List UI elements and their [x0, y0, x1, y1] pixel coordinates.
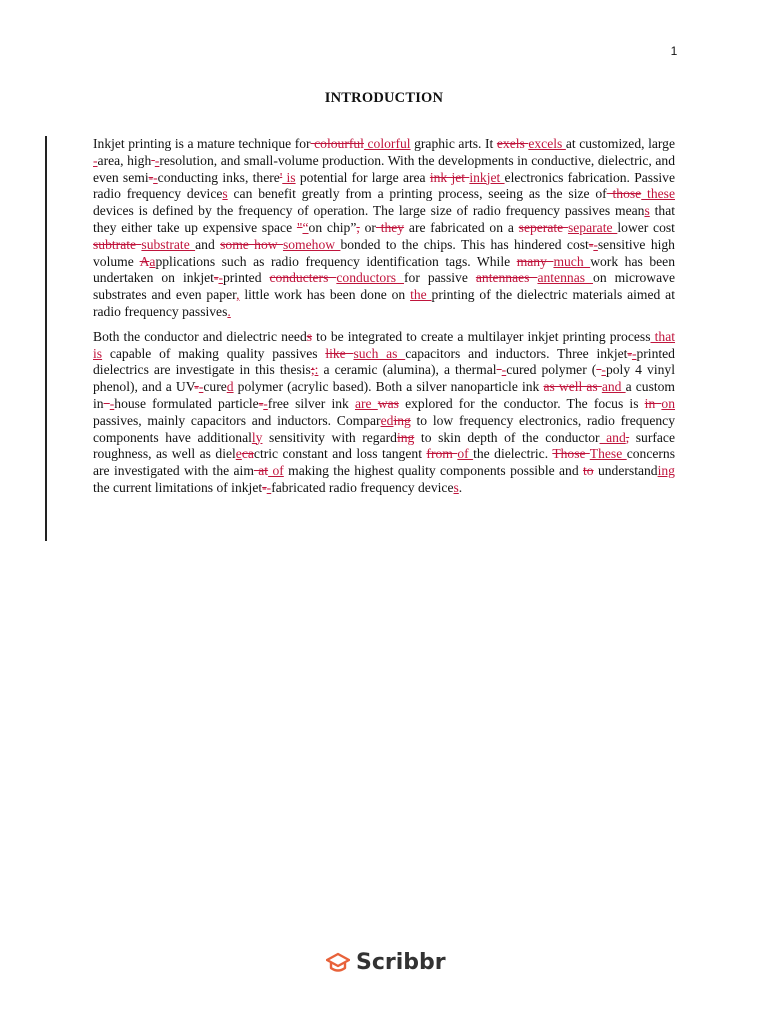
inserted-text: .: [227, 303, 231, 319]
text-run: cured polymer (: [506, 362, 597, 378]
text-run: printed: [222, 270, 270, 286]
text-run: devices is defined by the frequency of operation. The large size of radio frequency passives mean: [93, 203, 645, 219]
text-run: polymer (acrylic based). Both a silver nanoparticle ink: [233, 379, 544, 395]
inserted-text: substrate: [141, 236, 196, 252]
deleted-text: like: [325, 345, 354, 361]
text-run: potential for large area: [295, 169, 430, 185]
deleted-text: in: [644, 395, 662, 411]
paragraph: [93, 136, 675, 321]
text-run: for passive: [404, 270, 476, 286]
text-run: fabricated radio frequency device: [271, 479, 454, 495]
text-run: a custom in: [93, 379, 676, 411]
text-run: little work has been done on: [239, 287, 411, 303]
deleted-text: ,: [625, 429, 630, 445]
deleted-text: at: [253, 463, 269, 479]
inserted-text: -: [601, 362, 606, 378]
text-run: on microwave substrates and even paper: [93, 270, 675, 303]
inserted-text: -: [266, 479, 272, 495]
text-run: understand: [593, 463, 658, 479]
text-run: Both the conductor and dielectric need: [93, 328, 307, 344]
logo-text: Scribbr: [356, 950, 446, 975]
inserted-text: conductors: [336, 270, 404, 286]
deleted-text: to: [583, 463, 594, 479]
deleted-text: as well as: [543, 379, 602, 395]
scribbr-logo: [326, 950, 446, 975]
text-run: that they either take up expensive space: [93, 203, 675, 235]
page-title: INTRODUCTION: [324, 90, 444, 106]
text-run: on chip”: [308, 219, 357, 235]
text-run: surface roughness, as well as diel: [93, 429, 675, 462]
inserted-text: -: [93, 152, 98, 168]
text-run: electronics fabrication. Passive radio frequency device: [93, 169, 675, 202]
inserted-text: inkjet: [469, 169, 505, 185]
text-run: pplications such as radio frequency identification tags. While: [155, 253, 517, 269]
inserted-text: -: [593, 236, 598, 252]
text-run: house formulated particle: [114, 395, 259, 411]
inserted-text: -: [263, 395, 268, 411]
deleted-text: s: [306, 328, 313, 344]
inserted-text: ing: [657, 463, 675, 479]
text-run: or: [359, 219, 376, 235]
text-run: the current limitations of inkjet: [93, 479, 263, 495]
inserted-text: is: [282, 169, 296, 185]
inserted-text: of: [268, 463, 284, 479]
deleted-text: ing: [396, 429, 415, 445]
deleted-text: -: [213, 270, 219, 286]
inserted-text: s: [453, 479, 459, 495]
text-run: capable of making quality passives: [102, 345, 326, 361]
text-run: .: [458, 479, 463, 495]
deleted-text: antennaes: [475, 270, 538, 286]
deleted-text: colourful: [310, 136, 364, 151]
text-run: can benefit greatly from a printing process, seeing as the size of: [227, 186, 607, 202]
deleted-text: ca: [241, 446, 254, 462]
inserted-text: -: [198, 379, 204, 395]
text-run: to be integrated to create a multilayer inkjet printing process: [312, 328, 651, 344]
deleted-text: ": [296, 219, 303, 235]
change-bar: [45, 136, 47, 541]
deleted-text: conducters: [269, 270, 337, 286]
document-body: [93, 136, 675, 505]
text-run: the dielectric.: [473, 446, 553, 462]
inserted-text: separate: [567, 219, 618, 235]
text-run: bonded to the chips. This has hindered cost: [340, 236, 589, 252]
inserted-text: and: [599, 429, 626, 445]
deleted-text: ink jet: [429, 169, 470, 185]
text-run: area, high: [97, 152, 152, 168]
deleted-text: they: [375, 219, 405, 235]
text-run: graphic arts. It: [410, 136, 497, 151]
inserted-text: antennas: [537, 270, 594, 286]
deleted-text: was: [377, 395, 399, 411]
page-number: 1: [670, 44, 678, 58]
deleted-text: ,: [356, 219, 360, 235]
text-run: poly 4 vinyl phenol), and a UV: [93, 362, 675, 395]
inserted-text: the: [410, 287, 432, 303]
inserted-text: “: [302, 219, 309, 235]
inserted-text: s: [644, 203, 650, 219]
text-run: to skin depth of the conductor: [414, 429, 600, 445]
deleted-text: -: [588, 236, 594, 252]
inserted-text: -: [109, 395, 115, 411]
deleted-text: -: [258, 395, 264, 411]
text-run: cure: [203, 379, 227, 395]
inserted-text: -: [501, 362, 507, 378]
inserted-text: somehow: [282, 236, 341, 252]
deleted-text: Those: [552, 446, 590, 462]
deleted-text: A: [139, 253, 150, 269]
text-run: ctric constant and loss tangent: [253, 446, 427, 462]
inserted-text: s: [222, 186, 228, 202]
deleted-text: from: [426, 446, 458, 462]
text-run: a ceramic (alumina), a thermal: [318, 362, 497, 378]
text-run: to low frequency electronics, radio frequency components have additional: [93, 412, 675, 445]
inserted-text: e: [235, 446, 242, 462]
deleted-text: those: [606, 186, 642, 202]
inserted-text: much: [553, 253, 591, 269]
inserted-text: a: [149, 253, 156, 269]
inserted-text: colorful: [363, 136, 411, 151]
text-run: sensitivity with regard: [262, 429, 397, 445]
deleted-text: ': [279, 169, 283, 185]
inserted-text: -: [154, 152, 160, 168]
text-run: printing of the dielectric materials aimed at radio frequency passives: [93, 287, 675, 319]
deleted-text: -: [262, 479, 267, 495]
text-run: passives, mainly capacitors and inductors. Compar: [93, 412, 381, 428]
text-run: free silver ink: [267, 395, 355, 411]
deleted-text: -: [627, 345, 632, 361]
text-run: resolution, and small-volume production. With the developments in conductive, dielectric, and even semi: [93, 152, 675, 185]
inserted-text: of: [457, 446, 474, 462]
text-run: concerns are investigated with the aim: [93, 446, 675, 479]
inserted-text: :: [314, 362, 319, 378]
inserted-text: -: [218, 270, 223, 286]
deleted-text: many: [516, 253, 554, 269]
text-run: at customized, large: [565, 136, 675, 151]
text-run: and: [195, 236, 221, 252]
deleted-text: ;: [310, 362, 315, 378]
text-run: are fabricated on a: [404, 219, 519, 235]
inserted-text: ed: [380, 412, 394, 428]
inserted-text: that is: [93, 328, 676, 361]
deleted-text: some how: [220, 236, 283, 252]
text-run: sensitive high volume: [93, 236, 675, 269]
text-run: work has been undertaken on inkjet: [93, 253, 675, 286]
inserted-text: -: [631, 345, 637, 361]
deleted-text: exels: [496, 136, 529, 151]
inserted-text: such as: [353, 345, 406, 361]
graduation-cap-icon: [326, 952, 350, 974]
inserted-text: ly: [251, 429, 263, 445]
text-run: Inkjet printing is a mature technique for: [93, 136, 311, 151]
inserted-text: these: [641, 186, 675, 202]
deleted-text: subtrate: [93, 236, 142, 252]
deleted-text: -: [194, 379, 199, 395]
inserted-text: on: [661, 395, 676, 411]
deleted-text: seperate: [518, 219, 568, 235]
text-run: printed dielectrics are investigate in this thesis: [93, 345, 675, 378]
text-run: conducting inks, there: [157, 169, 280, 185]
inserted-text: and: [601, 379, 626, 395]
text-run: making the highest quality components possible and: [283, 463, 584, 479]
inserted-text: excels: [528, 136, 566, 151]
text-run: capacitors and inductors. Three inkjet: [405, 345, 628, 361]
inserted-text: ,: [236, 287, 240, 303]
text-run: explored for the conductor. The focus is: [398, 395, 645, 411]
deleted-text: -: [148, 169, 154, 185]
inserted-text: d: [226, 379, 234, 395]
deleted-text: ing: [393, 412, 411, 428]
text-run: lower cost: [617, 219, 675, 235]
paragraph: [93, 329, 675, 497]
inserted-text: are: [355, 395, 378, 411]
inserted-text: -: [153, 169, 158, 185]
inserted-text: These: [589, 446, 627, 462]
